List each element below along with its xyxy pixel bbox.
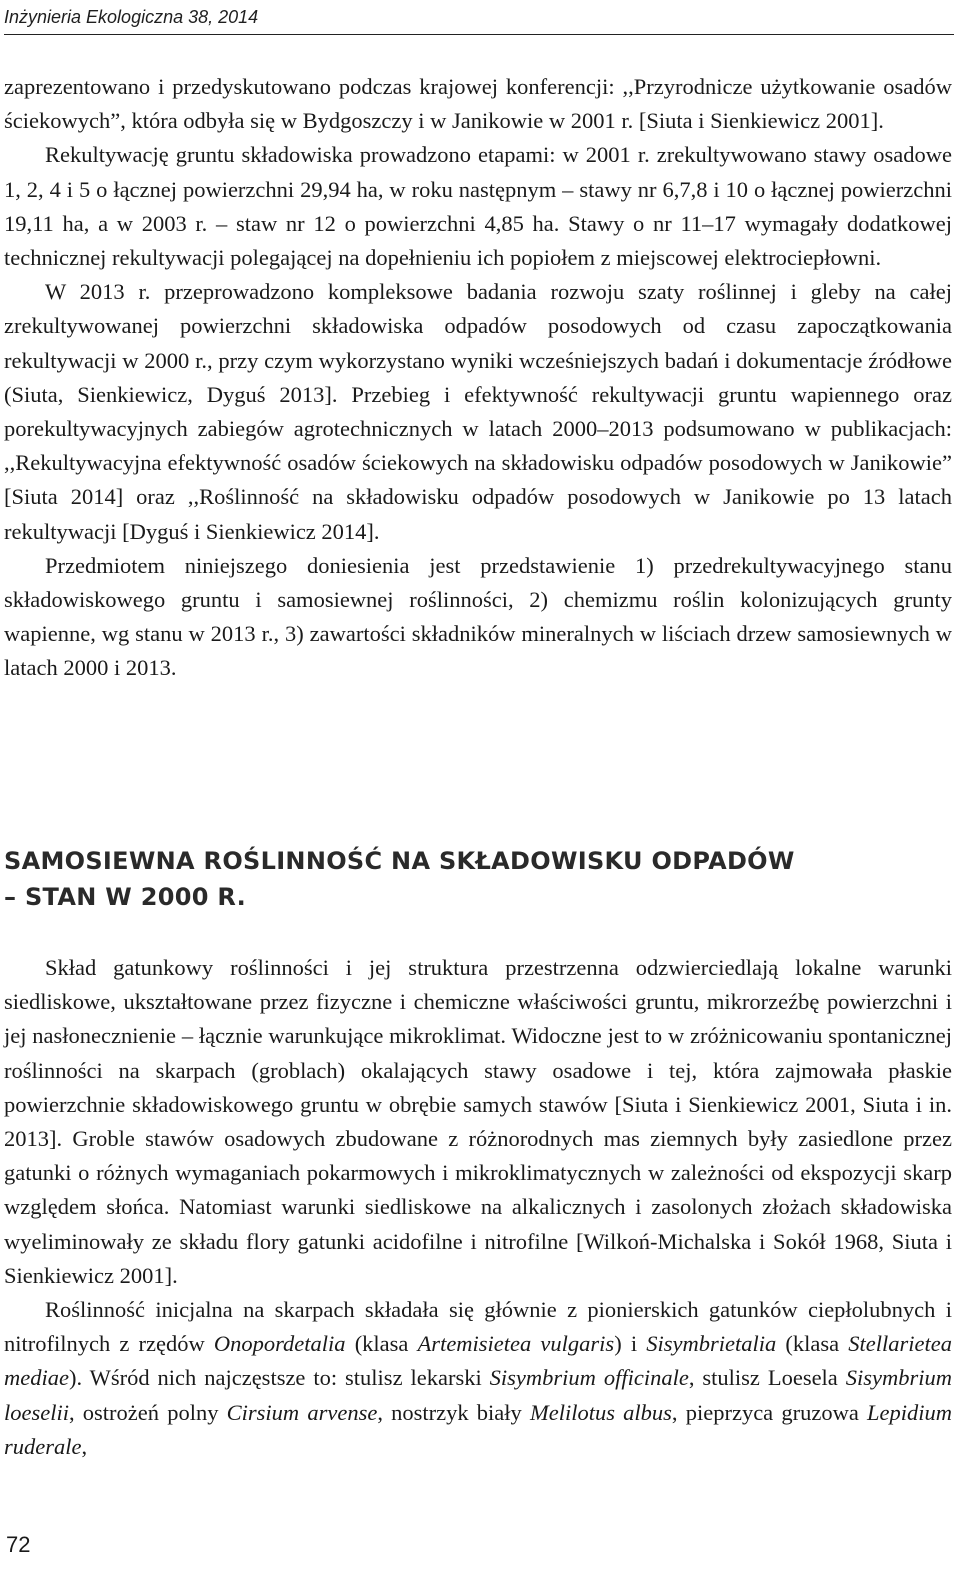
paragraph: Skład gatunkowy roślinności i jej struktura przestrzenna odzwierciedlają lokalne warunki siedliskowe, ukształtowane przez fizyczne i chemiczne właściwości gruntu, mikrorzeźbę powierzchni i jej nasłonecznienie – łącznie warunkujące mikroklimat. Widoczne jest to w zróżnicowaniu spontanicznej roślinności na skarpach (groblach) okalających stawy osadowe i tej, która zajmowała płaskie powierzchnie składowiskowego gruntu w obrębie samych stawów [Siuta i Sienkiewicz 2001, Siuta i in. 2013]. Groble stawów osadowych zbudowane z różnorodnych mas ziemnych były zasiedlone przez gatunki o różnych wymaganiach pokarmowych i mikroklimatycznych w zależności od ekspozycji skarp względem słońca. Natomiast warunki siedliskowe na alkalicznych i zasolonych złożach składowiska wyeliminowały ze składu flory gatunki acidofilne i nitrofilne [Wilkoń-Michalska i Sokół 1968, Siuta i Sienkiewicz 2001].: [4, 955, 952, 1288]
taxon-name: Sisymbrium officinale: [489, 1365, 689, 1391]
running-header: [4, 4, 954, 35]
text-run: (klasa: [776, 1331, 849, 1357]
section-heading-line-1: SAMOSIEWNA ROŚLINNOŚĆ NA SKŁADOWISKU ODPADÓW: [4, 847, 795, 875]
taxon-name: Artemisietea vulgaris: [417, 1331, 615, 1357]
body-text-section-1: [4, 70, 952, 686]
text-run: ) i: [614, 1331, 647, 1357]
taxon-name: Sisymbrietalia: [646, 1331, 777, 1357]
taxon-name: Sisymbrium loeselii: [4, 1365, 952, 1425]
taxon-name: Lepidium ruderale: [4, 1399, 953, 1459]
paragraph: [4, 1293, 952, 1464]
text-run: ). Wśród nich najczęstsze to: stulisz lekarski: [68, 1365, 490, 1391]
paragraph: zaprezentowano i przedyskutowano podczas krajowej konferencji: ,,Przyrodnicze użytkowanie osadów ściekowych”, która odbyła się w Bydgoszczy i w Janikowie w 2001 r. [Siuta i Sienkiewicz 2001].: [4, 74, 952, 134]
text-run: , ostrożeń polny: [68, 1399, 227, 1425]
section-heading-line-2: – STAN W 2000 R.: [4, 883, 246, 911]
taxon-name: Cirsium arvense: [226, 1399, 378, 1425]
text-run: , stulisz Loesela: [688, 1365, 846, 1391]
text-run: ,: [81, 1433, 88, 1459]
taxon-name: Stellarietea mediae: [4, 1331, 952, 1391]
taxon-name: Melilotus albus: [529, 1399, 672, 1425]
text-run: , pieprzyca gruzowa: [671, 1399, 867, 1425]
journal-title: Inżynieria Ekologiczna 38, 2014: [4, 7, 259, 27]
text-run: (klasa: [345, 1331, 418, 1357]
paragraph: Rekultywację gruntu składowiska prowadzono etapami: w 2001 r. zrekultywowano stawy osadowe 1, 2, 4 i 5 o łącznej powierzchni 29,94 ha, w roku następnym – stawy nr 6,7,8 i 10 o łącznej powierzchni 19,11 ha, a w 2003 r. – staw nr 12 o powierzchni 4,85 ha. Stawy o nr 11–17 wymagały dodatkowej technicznej rekultywacji polegającej na dopełnieniu ich popiołem z miejscowej elektrociepłowni.: [4, 142, 952, 271]
paragraph: W 2013 r. przeprowadzono kompleksowe badania rozwoju szaty roślinnej i gleby na całej zrekultywowanej powierzchni składowiska odpadów posodowych od czasu zapoczątkowania rekultywacji w 2000 r., przy czym wykorzystano wyniki wcześniejszych badań i dokumentacje źródłowe (Siuta, Sienkiewicz, Dyguś 2013]. Przebieg i efektywność rekultywacji gruntu wapiennego oraz porekultywacyjnych zabiegów agrotechnicznych w latach 2000–2013 podsumowano w publikacjach: ,,Rekultywacyjna efektywność osadów ściekowych na składowisku odpadów posodowych w Janikowie” [Siuta 2014] oraz ,,Roślinność na składowisku odpadów posodowych w Janikowie po 13 latach rekultywacji [Dyguś i Sienkiewicz 2014].: [4, 279, 952, 544]
section-heading: [4, 843, 904, 915]
paragraph: Przedmiotem niniejszego doniesienia jest przedstawienie 1) przedrekultywacyjnego stanu składowiskowego gruntu i samosiewnej roślinności, 2) chemizmu roślin kolonizujących grunty wapienne, wg stanu w 2013 r., 3) zawartości składników mineralnych w liściach drzew samosiewnych w latach 2000 i 2013.: [4, 552, 952, 681]
taxon-name: Onopordetalia: [213, 1331, 346, 1357]
text-run: Roślinność inicjalna na skarpach składała się głównie z pionierskich gatunków ciepłolubnych i nitrofilnych z rzędów: [4, 1297, 952, 1357]
body-text-section-2: [4, 951, 952, 1464]
page-number: 72: [6, 1532, 31, 1557]
text-run: , nostrzyk biały: [377, 1399, 530, 1425]
